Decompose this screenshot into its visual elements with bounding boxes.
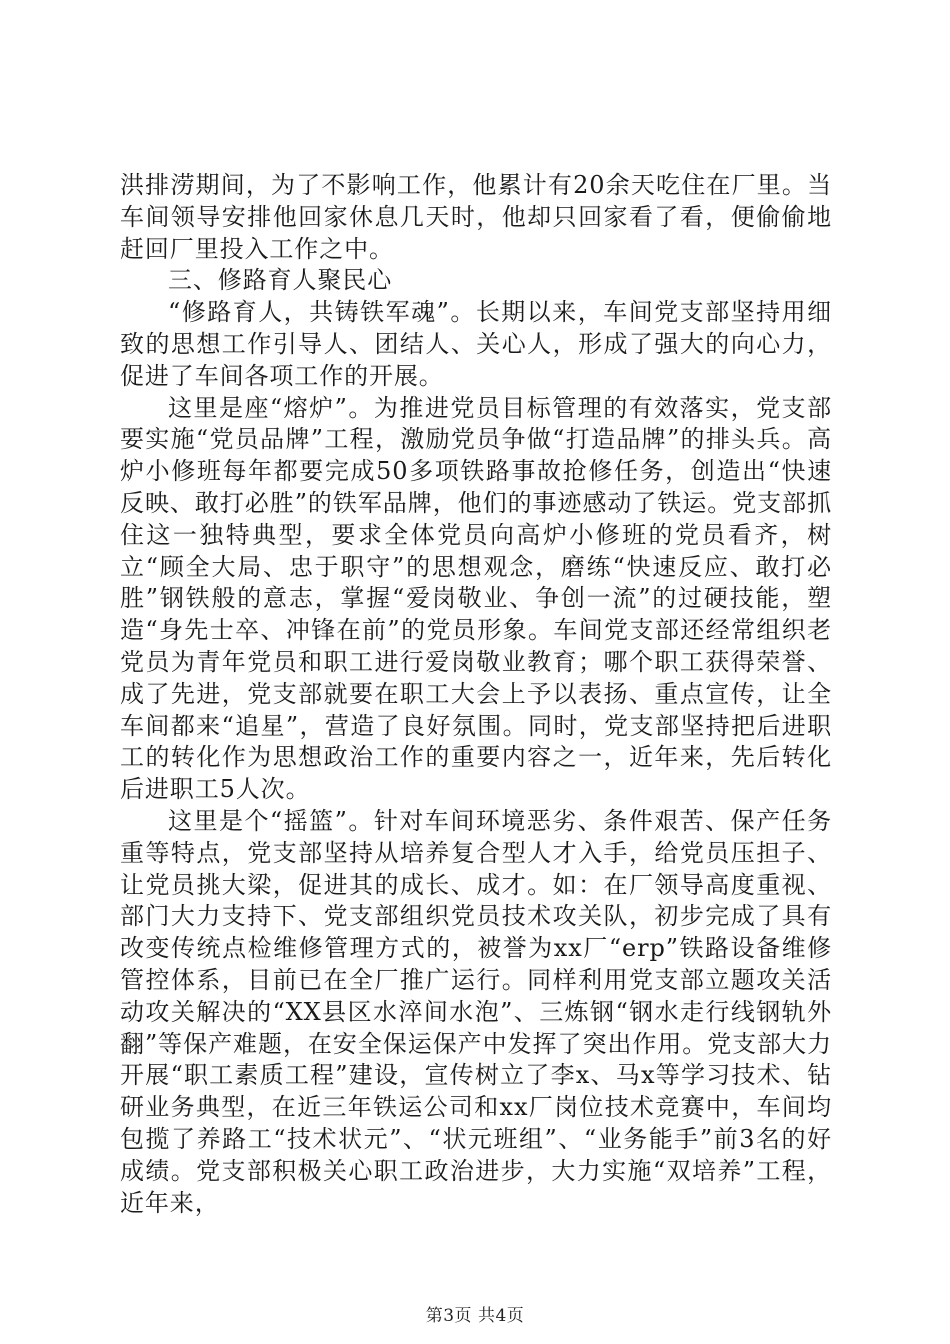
paragraph-intro: “修路育人，共铸铁军魂”。长期以来，车间党支部坚持用细致的思想工作引导人、团结人、关心人，形成了强大的向心力，促进了车间各项工作的开展。: [120, 298, 832, 390]
section-heading: 三、修路育人聚民心: [168, 266, 393, 295]
page-number-footer: 第3页 共4页: [425, 1306, 525, 1326]
paragraph-cradle: 这里是个“摇篮”。针对车间环境恶劣、条件艰苦、保产任务重等特点，党支部坚持从培养复合型人才入手，给党员压担子、让党员挑大梁，促进其的成长、成才。如：在厂领导高度重视、部门大力支持下、党支部组织党员技术攻关队，初步完成了具有改变传统点检维修管理方式的，被誉为xx厂“erp”铁路设备维修管控体系，目前已在全厂推广运行。同样利用党支部立题攻关活动攻关解决的“XX县区水淬间水泡”、三炼钢“钢水走行线钢轨外翻”等保产难题，在安全保运保产中发挥了突出作用。党支部大力开展“职工素质工程”建设，宣传树立了李x、马x等学习技术、钻研业务典型，在近三年铁运公司和xx厂岗位技术竞赛中，车间均包揽了养路工“技术状元”、“状元班组”、“业务能手”前3名的好成绩。党支部积极关心职工政治进步，大力实施“双培养”工程，近年来，: [120, 806, 832, 1217]
paragraph-furnace: 这里是座“熔炉”。为推进党员目标管理的有效落实，党支部要实施“党员品牌”工程，激励党员争做“打造品牌”的排头兵。高炉小修班每年都要完成50多项铁路事故抢修任务，创造出“快速反映、敢打必胜”的铁军品牌，他们的事迹感动了铁运。党支部抓住这一独特典型，要求全体党员向高炉小修班的党员看齐，树立“顾全大局、忠于职守”的思想观念，磨练“快速反应、敢打必胜”钢铁般的意志，掌握“爱岗敬业、争创一流”的过硬技能，塑造“身先士卒、冲锋在前”的党员形象。车间党支部还经常组织老党员为青年党员和职工进行爱岗敬业教育；哪个职工获得荣誉、成了先进，党支部就要在职工大会上予以表扬、重点宣传，让全车间都来“追星”，营造了良好氛围。同时，党支部坚持把后进职工的转化作为思想政治工作的重要内容之一，近年来，先后转化后进职工5人次。: [120, 393, 832, 804]
paragraph-flood-period: 洪排涝期间，为了不影响工作，他累计有20余天吃住在厂里。当车间领导安排他回家休息几天时，他却只回家看了看，便偷偷地赶回厂里投入工作之中。: [120, 171, 832, 263]
document-body: [120, 170, 832, 1219]
